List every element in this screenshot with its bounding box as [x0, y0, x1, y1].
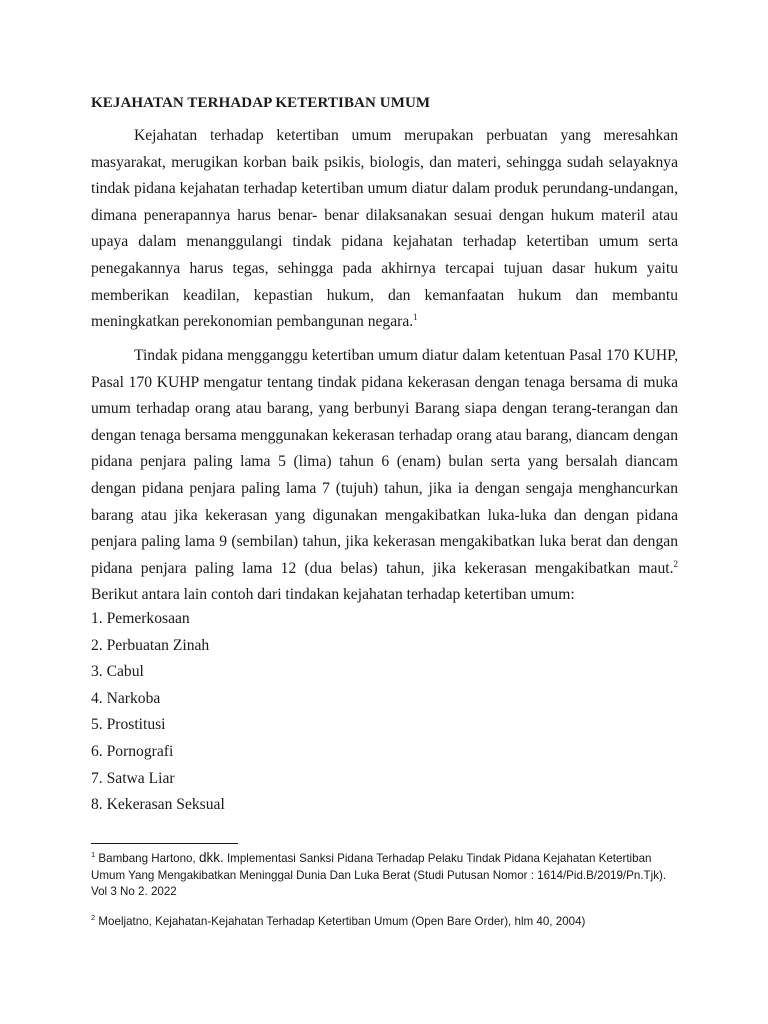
- list-item: 6. Pornografi: [91, 742, 174, 760]
- page-title: KEJAHATAN TERHADAP KETERTIBAN UMUM: [91, 95, 431, 111]
- paragraph-1-text: Kejahatan terhadap ketertiban umum merupakan perbuatan yang meresahkan masyarakat, merugikan korban baik psikis, biologis, dan materi, sehingga sudah selayaknya tindak pidana kejahatan terhadap ketertiban umum diatur dalam produk perundang-undangan, dimana penerapannya harus benar- benar dilaksanakan sesuai dengan hukum materil atau upaya dalam menanggulangi tindak pidana kejahatan terhadap ketertiban umum serta penegakannya harus tegas, sehingga pada akhirnya tercapai tujuan dasar hukum yaitu memberikan keadilan, kepastian hukum, dan kemanfaatan hukum dan membantu meningkatkan perekonomian pembangunan negara.: [91, 127, 678, 331]
- footnote-1-text: Implementasi Sanksi Pidana Terhadap Pelaku Tindak Pidana Kejahatan Ketertiban Umum Yang Mengakibatkan Meninggal Dunia Dan Luka Berat (Studi Putusan Nomor : 1614/Pid.B/2019/Pn.Tjk). Vol 3 No 2. 2022: [91, 852, 667, 899]
- footnote-2-mark: 2: [91, 913, 96, 922]
- footnote-1: [91, 850, 681, 901]
- paragraph-2-text-after: Berikut antara lain contoh dari tindakan kejahatan terhadap ketertiban umum:: [91, 586, 575, 604]
- paragraph-2-text: Tindak pidana mengganggu ketertiban umum diatur dalam ketentuan Pasal 170 KUHP, Pasal 170 KUHP mengatur tentang tindak pidana kekerasan dengan tenaga bersama di muka umum terhadap orang atau barang, yang berbunyi Barang siapa dengan terang-terangan dan dengan tenaga bersama menggunakan kekerasan terhadap orang atau barang, diancam dengan pidana penjara paling lama 5 (lima) tahun 6 (enam) bulan serta yang bersalah diancam dengan pidana penjara paling lama 7 (tujuh) tahun, jika ia dengan sengaja menghancurkan barang atau jika kekerasan yang digunakan mengakibatkan luka-luka dan dengan pidana penjara paling lama 9 (sembilan) tahun, jika kekerasan mengakibatkan luka berat dan dengan pidana penjara paling lama 12 (dua belas) tahun, jika kekerasan mengakibatkan maut.: [91, 347, 678, 577]
- list-item: 7. Satwa Liar: [91, 769, 175, 787]
- footnote-ref-2: 2: [673, 558, 678, 569]
- list-item: 2. Perbuatan Zinah: [91, 636, 210, 654]
- footnote-ref-1: 1: [413, 312, 418, 323]
- footnote-1-mark: 1: [91, 850, 96, 859]
- footnote-1-author: Bambang Hartono,: [98, 852, 199, 865]
- list-item: 1. Pemerkosaan: [91, 610, 190, 627]
- list-item: 8. Kekerasan Seksual: [91, 796, 225, 814]
- paragraph-1: [91, 123, 678, 336]
- footnote-2: [91, 914, 681, 931]
- footnote-2-text: Moeljatno, Kejahatan-Kejahatan Terhadap Ketertiban Umum (Open Bare Order), hlm 40, 2004): [95, 915, 586, 928]
- list-item: 5. Prostitusi: [91, 716, 166, 734]
- crime-examples-list: [91, 606, 225, 819]
- list-item: 4. Narkoba: [91, 689, 161, 707]
- list-item: 3. Cabul: [91, 663, 144, 681]
- paragraph-2: [91, 343, 678, 609]
- footnote-1-dkk: dkk.: [198, 850, 224, 865]
- footnote-separator: [91, 843, 238, 844]
